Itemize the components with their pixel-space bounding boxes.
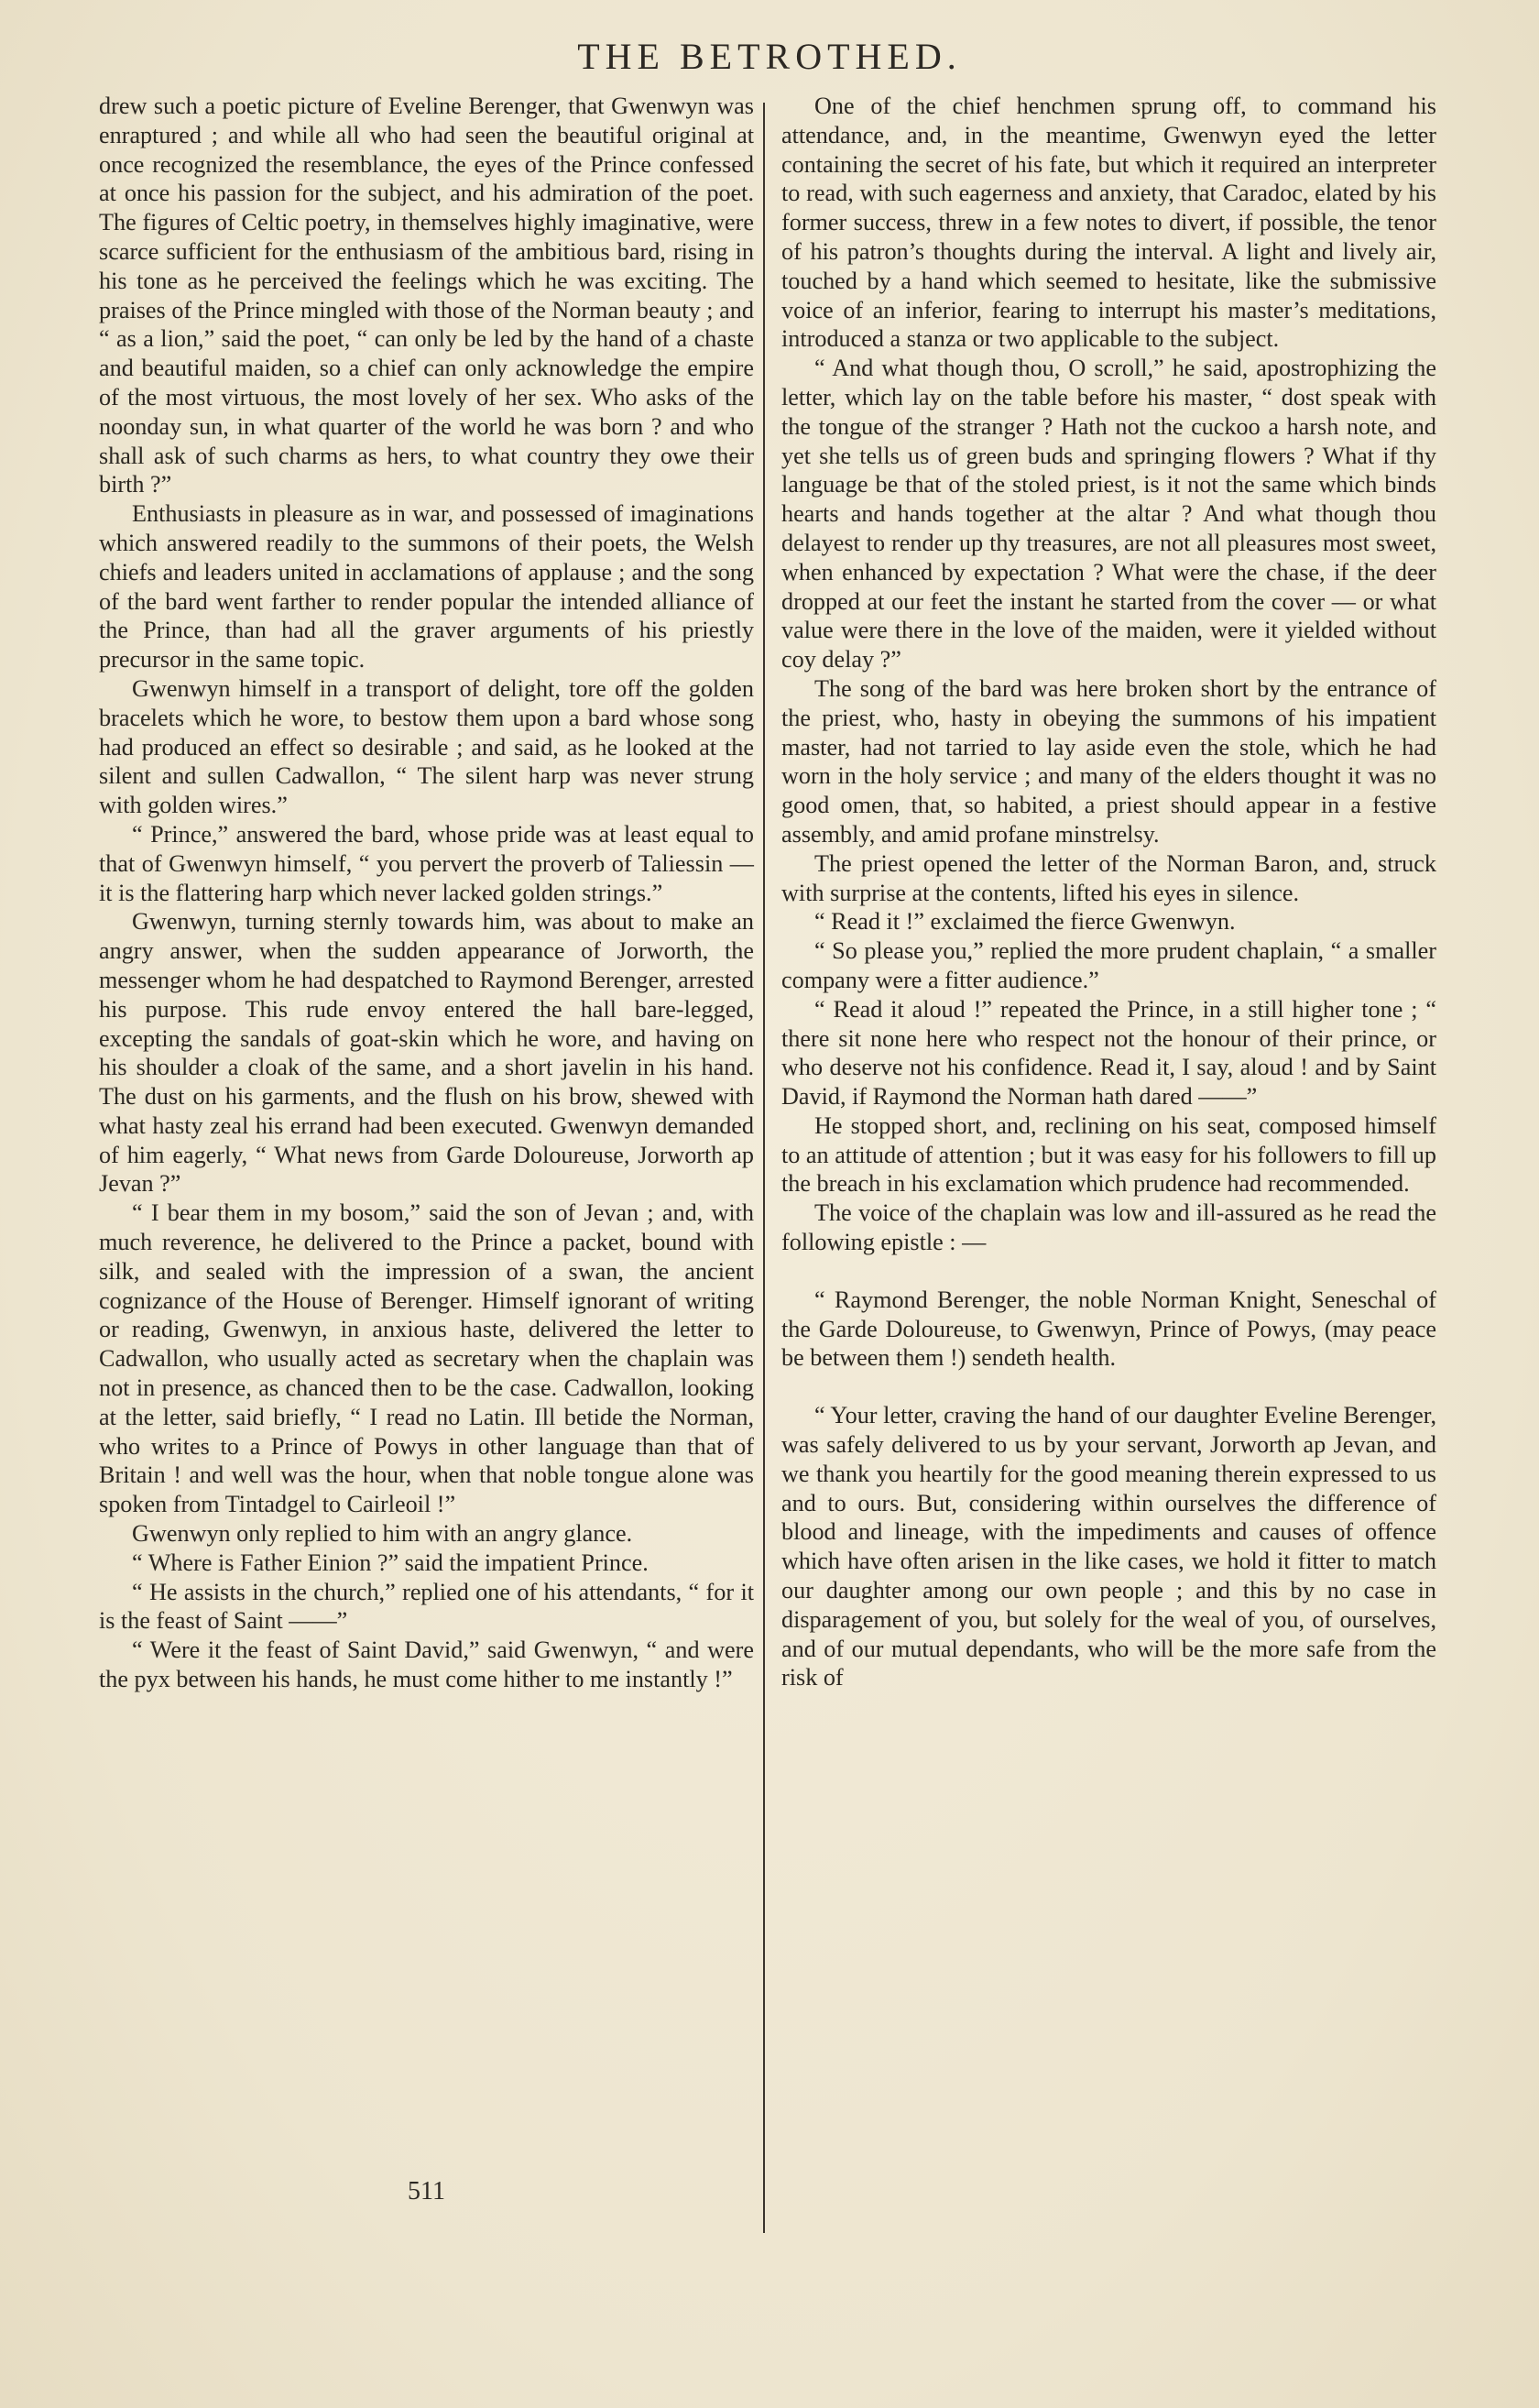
paragraph: “ Read it aloud !” repeated the Prince, in a still higher tone ; “ there sit none here who respect not the honour of their prince, or who deserve not his confidence. Read it, I say, aloud ! and by Saint David, if Raymond the Norman hath dared ——” — [781, 995, 1436, 1111]
paragraph: Gwenwyn himself in a transport of delight, tore off the golden bracelets which he wore, to bestow them upon a bard whose song had produced an effect so desirable ; and said, as he looked at the silent and sullen Cadwallon, “ The silent harp was never strung with golden wires.” — [99, 674, 754, 819]
page-number: 511 — [408, 2177, 445, 2206]
paragraph: He stopped short, and, reclining on his seat, composed himself to an attitude of attention ; but it was easy for his followers to fill up the breach in his exclamation which prudence had recommended. — [781, 1111, 1436, 1198]
paragraph: “ Prince,” answered the bard, whose pride was at least equal to that of Gwenwyn himself, “ you pervert the proverb of Taliessin — it is the flattering harp which never lacked golden strings.” — [99, 820, 754, 906]
left-column — [99, 92, 754, 1694]
paragraph: drew such a poetic picture of Eveline Berenger, that Gwenwyn was enraptured ; and while all who had seen the beautiful original at once recognized the resemblance, the eyes of the Prince confessed at once his passion for the subject, and his admiration of the poet. The figures of Celtic poetry, in themselves highly imaginative, were scarce sufficient for the enthusiasm of the ambitious bard, rising in his tone as he perceived the feelings which he was exciting. The praises of the Prince mingled with those of the Norman beauty ; and “ as a lion,” said the poet, “ can only be led by the hand of a chaste and beautiful maiden, so a chief can only acknowledge the empire of the most virtuous, the most lovely of her sex. Who asks of the noonday sun, in what quarter of the world he was born ? and who shall ask of such charms as hers, to what country they owe their birth ?” — [99, 93, 754, 498]
paragraph: “ I bear them in my bosom,” said the son of Jevan ; and, with much reverence, he delivered to the Prince a packet, bound with silk, and sealed with the impression of a swan, the ancient cognizance of the House of Berenger. Himself ignorant of writing or reading, Gwenwyn, in anxious haste, delivered the letter to Cadwallon, who usually acted as secretary when the chaplain was not in presence, as chanced then to be the case. Cadwallon, looking at the letter, said briefly, “ I read no Latin. Ill betide the Norman, who writes to a Prince of Powys in other language than that of Britain ! and well was the hour, when that noble tongue alone was spoken from Tintadgel to Cairleoil !” — [99, 1199, 754, 1518]
paragraph: “ So please you,” replied the more prudent chaplain, “ a smaller company were a fitter audience.” — [781, 937, 1436, 993]
column-divider — [763, 103, 765, 2233]
paragraph: “ Where is Father Einion ?” said the impatient Prince. — [132, 1549, 649, 1576]
letter-paragraph: “ Your letter, craving the hand of our daughter Eveline Berenger, was safely delivered to us by your servant, Jorworth ap Jevan, and we thank you heartily for the good meaning therein expressed to us and to ours. But, considering within ourselves the difference of blood and lineage, with the impediments and causes of offence which have often arisen in the like cases, we hold it fitter to match our daughter among our own people ; and this by no case in disparagement of you, but solely for the weal of you, of ourselves, and of our mutual dependants, who will be the more safe from the risk of — [781, 1402, 1436, 1691]
paragraph: Gwenwyn only replied to him with an angry glance. — [132, 1520, 633, 1548]
paragraph: “ He assists in the church,” replied one of his attendants, “ for it is the feast of Saint ——” — [99, 1578, 754, 1635]
paragraph: The voice of the chaplain was low and ill-assured as he read the following epistle : — — [781, 1199, 1436, 1256]
paragraph: “ And what though thou, O scroll,” he said, apostrophizing the letter, which lay on the table before his master, “ dost speak with the tongue of the stranger ? Hath not the cuckoo a harsh note, and yet she tells us of green buds and springing flowers ? What if thy language be that of the stoled priest, is it not the same which binds hearts and hands together at the altar ? And what though thou delayest to render up thy treasures, are not all pleasures most sweet, when enhanced by expectation ? What were the chase, if the deer dropped at our feet the instant he started from the cover — or what value were there in the love of the maiden, were it yielded without coy delay ?” — [781, 355, 1436, 673]
paragraph: Enthusiasts in pleasure as in war, and possessed of imaginations which answered readily to the summons of their poets, the Welsh chiefs and leaders united in acclamations of applause ; and the song of the bard went farther to render popular the intended alliance of the Prince, than had all the graver arguments of his priestly precursor in the same topic. — [99, 500, 754, 673]
paragraph: Gwenwyn, turning sternly towards him, was about to make an angry answer, when the sudden appearance of Jorworth, the messenger whom he had despatched to Raymond Berenger, arrested his purpose. This rude envoy entered the hall bare-legged, excepting the sandals of goat-skin which he wore, and having on his shoulder a cloak of the same, and a short javelin in his hand. The dust on his garments, and the flush on his brow, shewed with what hasty zeal his errand had been executed. Gwenwyn demanded of him eagerly, “ What news from Garde Doloureuse, Jorworth ap Jevan ?” — [99, 908, 754, 1198]
paragraph: “ Read it !” exclaimed the fierce Gwenwyn. — [814, 908, 1236, 936]
paragraph: “ Were it the feast of Saint David,” said Gwenwyn, “ and were the pyx between his hands, he must come hither to me instantly !” — [99, 1636, 754, 1693]
paragraph: The priest opened the letter of the Norman Baron, and, struck with surprise at the contents, lifted his eyes in silence. — [781, 849, 1436, 906]
running-title: THE BETROTHED. — [577, 36, 962, 77]
paragraph: One of the chief henchmen sprung off, to command his attendance, and, in the meantime, Gwenwyn eyed the letter containing the secret of his fate, but which it required an interpreter to read, with such eagerness and anxiety, that Caradoc, elated by his former success, threw in a few notes to divert, if possible, the tenor of his patron’s thoughts during the interval. A light and lively air, touched by a hand which seemed to hesitate, like the submissive voice of an inferior, fearing to interrupt his master’s meditations, introduced a stanza or two applicable to the subject. — [781, 93, 1436, 353]
paragraph: The song of the bard was here broken short by the entrance of the priest, who, hasty in obeying the summons of his impatient master, had not tarried to lay aside even the stole, which he had worn in the holy service ; and many of the elders thought it was no good omen, that, so habited, a priest should appear in a festive assembly, and amid profane minstrelsy. — [781, 674, 1436, 848]
letter-paragraph: “ Raymond Berenger, the noble Norman Knight, Seneschal of the Garde Doloureuse, to Gwenwyn, Prince of Powys, (may peace be between them !) sendeth health. — [781, 1286, 1436, 1372]
right-column — [781, 92, 1436, 1692]
